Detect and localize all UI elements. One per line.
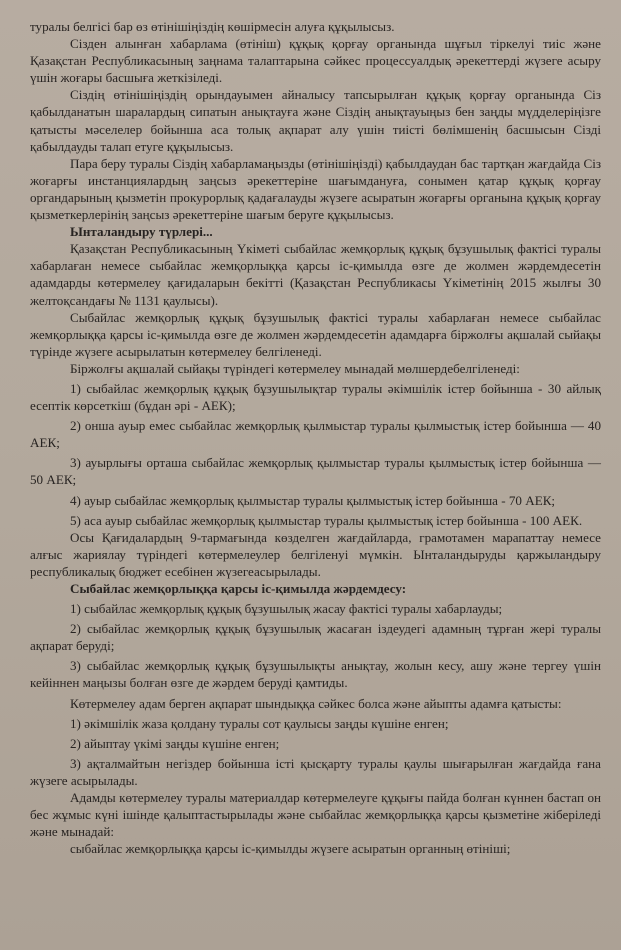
paragraph-19: Көтермелеу адам берген ақпарат шындыққа сәйкес болса және айыпты адамға қатысты: <box>70 695 562 711</box>
section-heading-assistance: Сыбайлас жемқорлыққа қарсы іс-қимылда жәрдемдесу: <box>70 581 407 596</box>
list-item-reward-2: 2) онша ауыр емес сыбайлас жемқорлық қылмыстар туралы қылмыстық істер бойынша — 40 АЕК; <box>30 418 601 451</box>
paragraph-2: Сізден алынған хабарлама (өтініш) құқық қорғау органында шұғыл тіркелуі тиіс және Қазақстан Республикасының заңнама талаптарына сәйкес процессуалдық әрекеттерді жүзеге асыру үшін жоғары басшыға жеткізіледі. <box>30 36 601 86</box>
paragraph-7: Сыбайлас жемқорлық құқық бұзушылық фактісі туралы хабарлаған немесе сыбайлас жемқорлыққа қарсы іс-қимылда өзге де жолмен жәрдемдесетін адамдарға біржолғы ақшалай сыйақы түрінде жүзеге асырылатын көтермелеу белгіленеді. <box>30 309 601 359</box>
paragraph-3: Сіздің өтінішіңіздің орындауымен айналысу тапсырылған құқық қорғау органында Сіз қабылданатын шаралардың сипатын анықтауға және Сіздің анықтауыңыз бен заңды мүдделеріңізге қатысты мәселелер бойынша аса толық ақпарат алу үшін тиісті бөлімшенің басшысын Сізді қабылдауды талап етуге құқылысыз. <box>30 87 601 154</box>
list-item-assist-3: 3) сыбайлас жемқорлық құқық бұзушылықты анықтау, жолын кесу, ашу және тергеу үшін кейіннен маңызы болған өзге де жәрдем беруді қамтиды. <box>30 658 601 691</box>
list-item-reward-1: 1) сыбайлас жемқорлық құқық бұзушылықтар туралы әкімшілік істер бойынша - 30 айлық есептік көрсеткіш (бұдан әрі - АЕК); <box>30 380 601 414</box>
paragraph-23: Адамды көтермелеу туралы материалдар көтермелеуге құқығы пайда болған күннен бастап он бес жұмыс күні ішінде қалыптастырылады және сыбайлас жемқорлыққа қарсы қызметіне жіберіледі және мынадай: <box>30 790 601 840</box>
list-item-reward-4: 4) ауыр сыбайлас жемқорлық қылмыстар туралы қылмыстық істер бойынша - 70 АЕК; <box>70 492 556 508</box>
paragraph-14: Осы Қағидалардың 9-тармағында көзделген жағдайларда, грамотамен марапаттау немесе алғыс жариялау түріндегі көтермелеулер белгіленуі мүмкін. Ынталандыруды қаржыландыру республикалық бюджет есебінен жүзегеасырылады. <box>30 529 601 579</box>
list-item-reward-3: 3) ауырлығы орташа сыбайлас жемқорлық қылмыстар туралы қылмыстық істер бойынша — 50 АЕК; <box>30 455 601 488</box>
paragraph-24: сыбайлас жемқорлыққа қарсы іс-қимылды жүзеге асыратын органның өтініші; <box>70 841 511 857</box>
section-heading-incentives: Ынталандыру түрлері... <box>70 224 213 240</box>
paragraph-6: Қазақстан Республикасының Үкіметі сыбайлас жемқорлық құқық бұзушылық фактісі туралы хабарлаған немесе сыбайлас жемқорлыққа қарсы іс-қимылда өзге де жолмен жәрдемдесетін адамдарды көтермелеу қағидаларын бекітті (Қазақстан Республикасы Үкіметінің 2015 жылғы 30 желтоқсандағы № 1131 қаулысы). <box>30 241 601 308</box>
list-item-condition-1: 1) әкімшілік жаза қолдану туралы сот қаулысы заңды күшіне енген; <box>70 715 449 731</box>
list-item-condition-3: 3) ақталмайтын негіздер бойынша істі қысқарту туралы қаулы шығарылған жағдайда ғана жүзеге асырылады. <box>30 755 601 788</box>
paragraph-8: Біржолғы ақшалай сыйақы түріндегі көтермелеу мынадай мөлшердебелгіленеді: <box>70 360 520 376</box>
paragraph-4: Пара беру туралы Сіздің хабарламаңызды (өтінішіңізді) қабылдаудан бас тартқан жағдайда Сіз жоғарғы инстанциялардың заңсыз әрекеттеріне шағымдануға, сонымен қатар құқық қорғау органдарының қызметін прокурорлық қадағалауды жүзеге асыратын жоғарғы органына құқық қорғау қызметкерлерінің заңсыз әрекеттеріне шағым беруге құқылысыз. <box>30 155 601 223</box>
paragraph-1: туралы белгісі бар өз өтінішіңіздің көшірмесін алуға құқылысыз. <box>30 19 395 34</box>
list-item-assist-2: 2) сыбайлас жемқорлық құқық бұзушылық жасаған іздеудегі адамның тұрған жері туралы ақпарат беруді; <box>30 621 601 654</box>
list-item-assist-1: 1) сыбайлас жемқорлық құқық бұзушылық жасау фактісі туралы хабарлауды; <box>70 601 503 617</box>
list-item-condition-2: 2) айыптау үкімі заңды күшіне енген; <box>70 735 280 751</box>
list-item-reward-5: 5) аса ауыр сыбайлас жемқорлық қылмыстар туралы қылмыстық істер бойынша - 100 АЕК. <box>70 512 583 528</box>
